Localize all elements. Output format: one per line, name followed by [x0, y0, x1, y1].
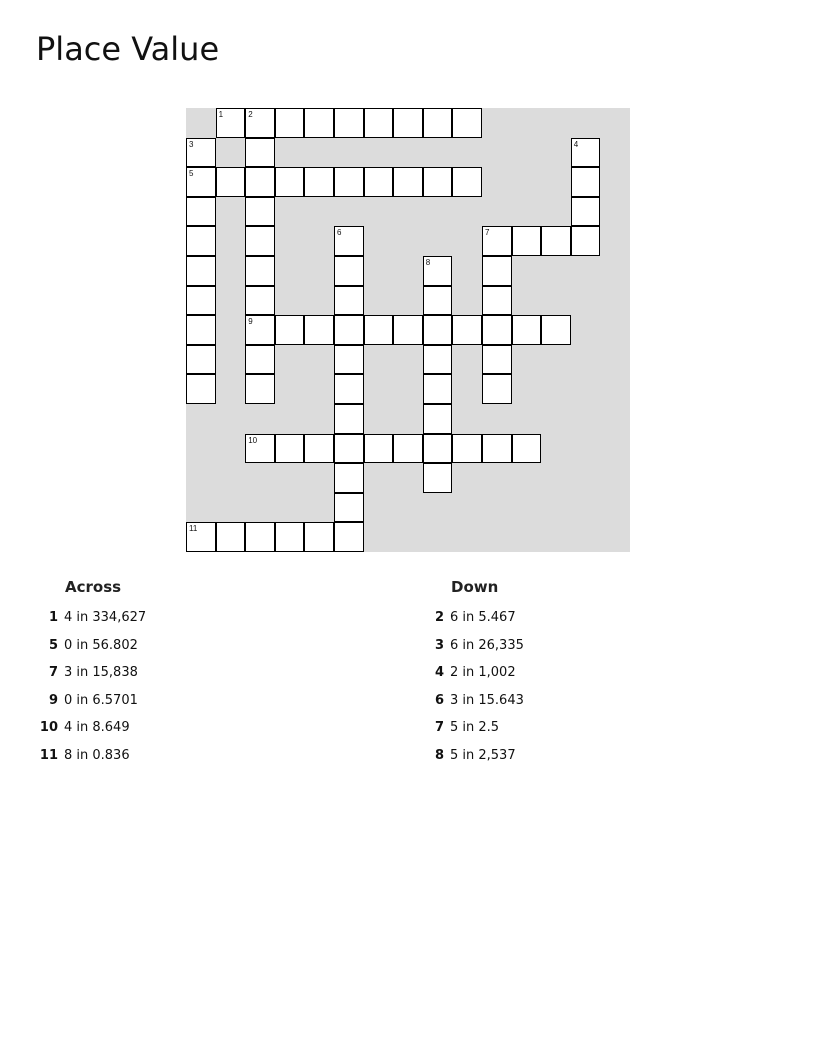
clue-number-label: 9 [248, 317, 253, 327]
grid-cell[interactable] [304, 167, 334, 197]
clue-number: 7 [434, 720, 444, 736]
clue-number: 7 [48, 665, 58, 681]
grid-cell[interactable] [334, 493, 364, 523]
grid-cell[interactable] [304, 434, 334, 464]
grid-cell[interactable] [423, 256, 453, 286]
grid-cell[interactable] [482, 286, 512, 316]
grid-cell[interactable] [512, 434, 542, 464]
grid-cell[interactable] [334, 167, 364, 197]
grid-cell[interactable] [245, 226, 275, 256]
clue-number-label: 7 [485, 228, 490, 238]
grid-cell[interactable] [275, 434, 305, 464]
grid-cell[interactable] [245, 197, 275, 227]
grid-cell[interactable] [275, 522, 305, 552]
grid-cell[interactable] [275, 167, 305, 197]
clue-number: 1 [48, 610, 58, 625]
grid-cell[interactable] [245, 315, 275, 345]
grid-cell[interactable] [216, 522, 246, 552]
grid-cell[interactable] [186, 522, 216, 552]
grid-cell[interactable] [245, 108, 275, 138]
grid-cell[interactable] [423, 108, 453, 138]
clue-text: 3 in 15,838 [64, 665, 138, 681]
grid-cell[interactable] [334, 522, 364, 552]
clue-number-label: 2 [248, 110, 253, 119]
clue-number: 4 [434, 665, 444, 681]
clue-number: 11 [39, 747, 58, 763]
grid-cell[interactable] [571, 226, 601, 256]
grid-cell[interactable] [482, 374, 512, 404]
grid-cell[interactable] [186, 374, 216, 404]
clue-number-label: 8 [425, 258, 431, 267]
grid-cell[interactable] [393, 434, 423, 464]
grid-cell[interactable] [186, 197, 216, 227]
clue-text: 4 in 8.649 [64, 720, 130, 736]
grid-cell[interactable] [571, 167, 601, 197]
grid-cell[interactable] [275, 315, 305, 345]
grid-cell[interactable] [393, 167, 423, 197]
clue-number: 5 [48, 637, 58, 653]
grid-cell[interactable] [186, 286, 216, 316]
grid-cell[interactable] [423, 286, 453, 316]
grid-cell[interactable] [245, 345, 275, 375]
grid-cell[interactable] [393, 315, 423, 345]
grid-cell[interactable] [216, 108, 246, 138]
grid-cell[interactable] [186, 345, 216, 375]
grid-cell[interactable] [423, 463, 453, 493]
grid-cell[interactable] [245, 434, 275, 464]
grid-cell[interactable] [334, 374, 364, 404]
clue-number: 3 [434, 637, 444, 653]
clue-number-label: 1 [218, 110, 224, 119]
clue-text: 3 in 15.643 [450, 692, 524, 708]
grid-cell[interactable] [364, 167, 394, 197]
clue-number-label: 11 [189, 524, 198, 534]
grid-cell[interactable] [334, 345, 364, 375]
grid-cell[interactable] [245, 522, 275, 552]
grid-cell[interactable] [186, 256, 216, 286]
clue-number-label: 4 [573, 139, 579, 149]
grid-cell[interactable] [482, 345, 512, 375]
grid-cell[interactable] [334, 404, 364, 434]
grid-cell[interactable] [541, 315, 571, 345]
grid-cell[interactable] [393, 108, 423, 138]
grid-cell[interactable] [423, 374, 453, 404]
grid-cell[interactable] [364, 108, 394, 138]
grid-cell[interactable] [512, 226, 542, 256]
grid-cell[interactable] [334, 108, 364, 138]
clue-number-label: 5 [189, 169, 194, 179]
grid-cell[interactable] [334, 286, 364, 316]
clue-number-label: 3 [189, 139, 194, 149]
grid-cell[interactable] [334, 315, 364, 345]
grid-cell[interactable] [423, 404, 453, 434]
grid-cell[interactable] [186, 138, 216, 168]
grid-cell[interactable] [304, 522, 334, 552]
grid-cell[interactable] [482, 315, 512, 345]
grid-cell[interactable] [334, 434, 364, 464]
clue-text: 6 in 26,335 [450, 637, 524, 653]
grid-cell[interactable] [245, 256, 275, 286]
clue-number: 10 [39, 720, 58, 736]
grid-cell[interactable] [452, 108, 482, 138]
grid-cell[interactable] [245, 138, 275, 168]
clue-text: 6 in 5.467 [450, 610, 516, 625]
clue-text: 0 in 6.5701 [64, 692, 138, 708]
grid-cell[interactable] [571, 138, 601, 168]
down-heading: Down [451, 578, 499, 596]
grid-cell[interactable] [245, 167, 275, 197]
grid-cell[interactable] [452, 434, 482, 464]
grid-cell[interactable] [452, 315, 482, 345]
clue-text: 8 in 0.836 [64, 747, 130, 763]
grid-cell[interactable] [186, 167, 216, 197]
grid-cell[interactable] [512, 315, 542, 345]
grid-cell[interactable] [334, 226, 364, 256]
grid-cell[interactable] [245, 286, 275, 316]
grid-cell[interactable] [423, 167, 453, 197]
clue-number: 2 [434, 610, 444, 625]
clue-number-label: 10 [248, 435, 258, 445]
grid-cell[interactable] [482, 226, 512, 256]
grid-cell[interactable] [364, 315, 394, 345]
grid-cell[interactable] [423, 434, 453, 464]
crossword-grid [186, 108, 630, 552]
clue-text: 2 in 1,002 [450, 665, 516, 681]
clue-number-label: 6 [337, 228, 342, 238]
grid-cell[interactable] [482, 434, 512, 464]
clue-text: 5 in 2.5 [450, 720, 500, 736]
clue-text: 4 in 334,627 [64, 610, 147, 625]
grid-cell[interactable] [304, 315, 334, 345]
grid-cell[interactable] [423, 315, 453, 345]
clue-text: 0 in 56.802 [64, 637, 138, 653]
grid-cell[interactable] [186, 226, 216, 256]
across-heading: Across [65, 578, 122, 596]
grid-cell[interactable] [275, 108, 305, 138]
clue-number: 8 [434, 747, 444, 763]
grid-cell[interactable] [334, 256, 364, 286]
grid-cell[interactable] [423, 345, 453, 375]
grid-cell[interactable] [571, 197, 601, 227]
grid-cell[interactable] [364, 434, 394, 464]
grid-cell[interactable] [216, 167, 246, 197]
page-title: Place Value [36, 30, 220, 68]
clue-number: 6 [434, 692, 444, 708]
grid-cell[interactable] [304, 108, 334, 138]
grid-cell[interactable] [186, 315, 216, 345]
clue-text: 5 in 2,537 [450, 747, 516, 763]
clue-number: 9 [48, 692, 58, 708]
grid-cell[interactable] [452, 167, 482, 197]
grid-cell[interactable] [334, 463, 364, 493]
grid-cell[interactable] [541, 226, 571, 256]
grid-cell[interactable] [482, 256, 512, 286]
grid-cell[interactable] [245, 374, 275, 404]
